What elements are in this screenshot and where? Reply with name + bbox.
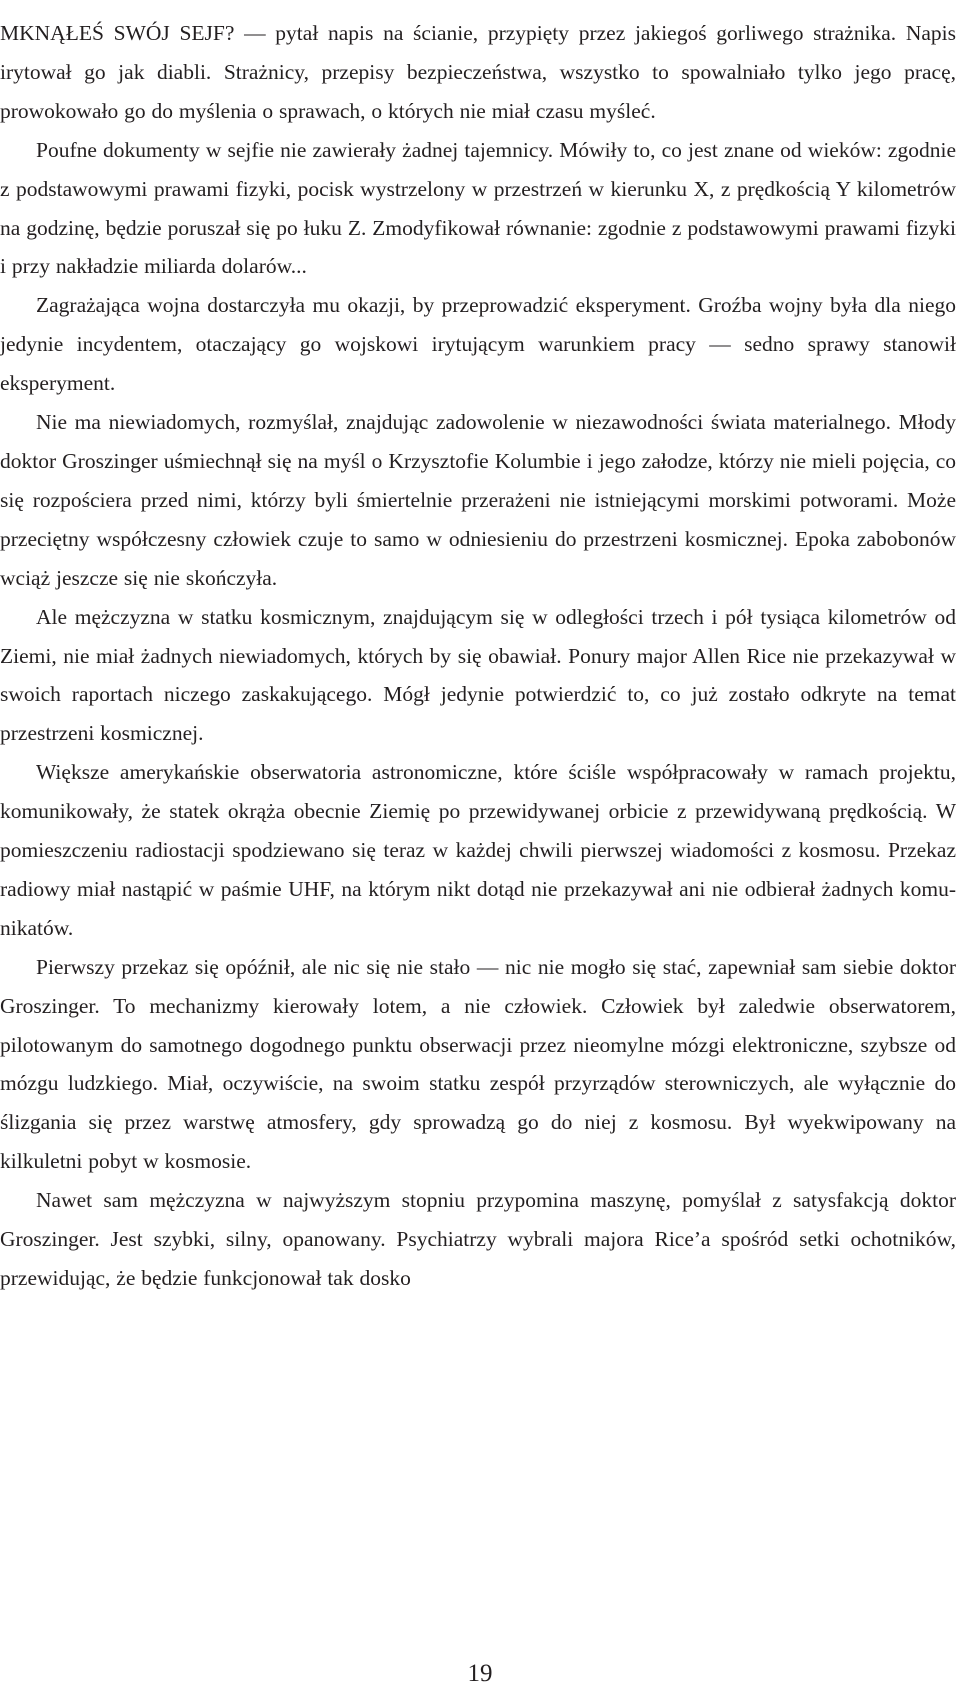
paragraph: Poufne dokumenty w sejfie nie zawierały żadnej tajemnicy. Mówiły to, co jest znane od wieków: zgodnie z podstawowymi prawami fizyki, pocisk wystrzelony w przestrzeń w kierunku X, z prędkością Y kilometrów na godzinę, będzie poruszał się po łuku Z. Zmodyfikował równanie: zgodnie z podstawowymi prawami fizyki i przy nakładzie miliarda dolarów...: [0, 137, 956, 279]
paragraph: Nie ma niewiadomych, rozmyślał, znajdując zadowolenie w niezawodności świata materialnego. Młody doktor Groszinger uśmiechnął się na myśl o Krzysztofie Kolumbie i jego załodze, którzy nie mieli pojęcia, co się rozpościera przed nimi, którzy byli śmiertelnie przerażeni nie istniejącymi morskimi potworami. Może przeciętny współczesny człowiek czuje to samo w odniesieniu do przestrzeni kosmicznej. Epoka zabobonów wciąż jeszcze się nie skończyła.: [0, 410, 956, 590]
paragraph: Ale mężczyzna w statku kosmicznym, znajdującym się w odległości trzech i pół tysiąca kilometrów od Ziemi, nie miał żadnych niewiadomych, których by się obawiał. Ponury major Allen Rice nie przekazywał w swoich raportach niczego zaskakującego. Mógł jedynie potwierdzić to, co już zostało odkryte na temat przestrzeni kosmicznej.: [0, 604, 956, 746]
paragraph: MKNĄŁEŚ SWÓJ SEJF? — pytał napis na ścianie, przypięty przez jakiegoś gorliwego strażnika. Napis irytował go jak diabli. Strażnicy, przepisy bezpieczeństwa, wszystko to spowalniało tylko jego pracę, prowokowało go do myślenia o sprawach, o których nie miał czasu myśleć.: [0, 21, 956, 123]
paragraph: Zagrażająca wojna dostarczyła mu okazji, by przeprowadzić eksperyment. Groźba wojny była dla niego jedynie incydentem, otaczający go wojskowi irytującym warunkiem pracy — sedno sprawy stanowił eksperyment.: [0, 293, 956, 396]
paragraph: Większe amerykańskie obserwatoria astronomiczne, które ściśle współpracowały w ramach projektu, komunikowały, że statek okrąża obecnie Ziemię po przewidywanej orbicie z przewidywaną prędkością. W pomieszczeniu radiostacji spodziewano się teraz w każdej chwili pierwszej wiadomości z kosmosu. Przekaz radiowy miał nastąpić w paśmie UHF, na którym nikt dotąd nie przekazywał ani nie odbierał żadnych komunikatów.: [0, 760, 956, 940]
body-text: [0, 14, 956, 1298]
page-number: 19: [467, 1660, 493, 1687]
paragraph: Nawet sam mężczyzna w najwyższym stopniu przypomina maszynę, pomyślał z satysfakcją doktor Groszinger. Jest szybki, silny, opanowany. Psychiatrzy wybrali majora Rice’a spośród setki ochotników, przewidując, że będzie funkcjonował tak dosko: [0, 1188, 956, 1290]
document-page: [0, 14, 960, 1298]
paragraph: Pierwszy przekaz się opóźnił, ale nic się nie stało — nic nie mogło się stać, zapewniał sam siebie doktor Groszinger. To mechanizmy kierowały lotem, a nie człowiek. Człowiek był zaledwie obserwatorem, pilotowanym do samotnego dogodnego punktu obserwacji przez nieomylne mózgi elektroniczne, szybsze od mózgu ludzkiego. Miał, oczywiście, na swoim statku zespół przyrządów sterowniczych, ale wyłącznie do ślizgania się przez warstwę atmosfery, gdy sprowadzą go do niej z kosmosu. Był wyekwipowany na kilkuletni pobyt w kosmosie.: [0, 954, 956, 1174]
